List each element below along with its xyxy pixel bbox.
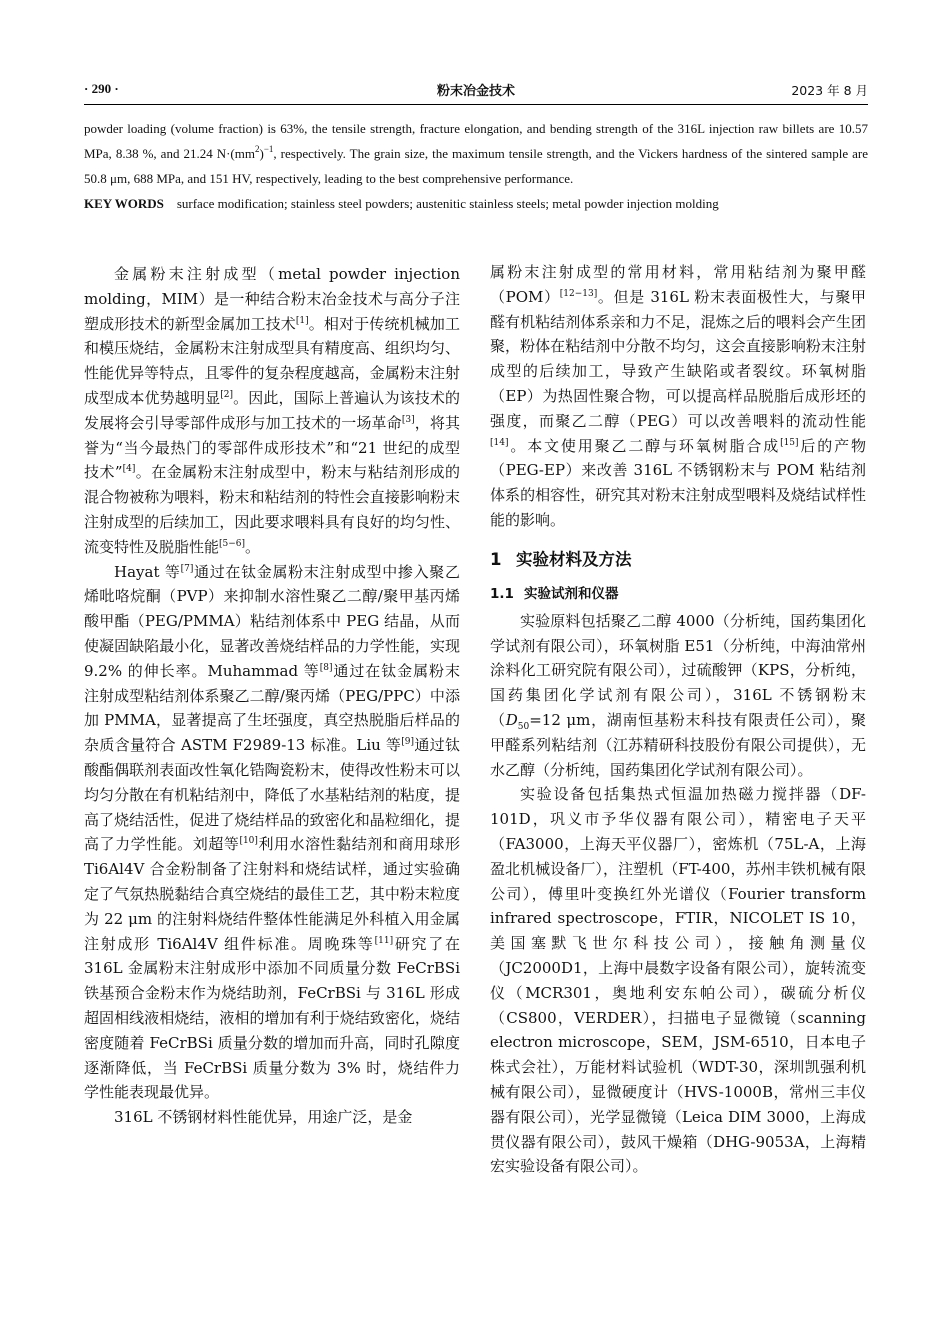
- citation[interactable]: [8]: [319, 662, 333, 673]
- paragraph: Hayat 等[7]通过在钛金属粉末注射成型中掺入聚乙烯吡咯烷酮（PVP）来抑制水溶性聚乙二醇/聚甲基丙烯酸甲酯（PEG/PMMA）粘结剂体系中 PEG 结晶，从而使凝固缺陷最小化，显著改善烧结样品的力学性能，实现 9.2% 的伸长率。Muhammad 等[8]通过在钛金属粉末注射成型粘结剂体系聚乙二醇/聚丙烯（PEG/PPC）中添加 PMMA，显著提高了生坯强度，真空热脱脂后样品的杂质含量符合 ASTM F2989-13 标准。Liu 等[9]通过钛酸酯偶联剂表面改性氧化锆陶瓷粉末，使得改性粉末可以均匀分散在有机粘结剂中，降低了水基粘结剂的粘度，提高了烧结活性，促进了烧结样品的致密化和晶粒细化，提高了力学性能。刘超等[10]利用水溶性黏结剂和商用球形 Ti6Al4V 合金粉制备了注射料和烧结试样，通过实验确定了气氛热脱黏结合真空烧结的最佳工艺，其中粉末粒度为 22 μm 的注射料烧结件整体性能满足外科植入用金属注射成形 Ti6Al4V 组件标准。周晚珠等[11]研究了在 316L 金属粉末注射成形中添加不同质量分数 FeCrBSi 铁基预合金粉末作为烧结助剂，FeCrBSi 与 316L 形成超固相线液相烧结，液相的增加有利于烧结致密化，烧结密度随着 FeCrBSi 质量分数的增加而升高，同时孔隙度逐渐降低，当 FeCrBSi 质量分数为 3% 时，烧结件力学性能表现最优异。: [84, 562, 460, 1102]
- keywords-label: KEY WORDS: [84, 196, 164, 211]
- abstract-text: powder loading (volume fraction) is 63%, the tensile strength, fracture elongation, and bending strength of the 316L injection raw billets are 10.57 MPa, 8.38 %, and 21.24 $N\cdot(mm^2)^{-1}$, respectively. The grain size, the maximum tensile strength, and the Vickers hardness of the sintered sample are 50.8 μm, 688 MPa, and 151 HV, respectively, leading to the best comprehensive performance.: [84, 121, 868, 186]
- page-number: · 290 ·: [84, 81, 119, 96]
- subsection-heading: 1.1 实验试剂和仪器: [490, 585, 619, 602]
- paragraph: 316L 不锈钢材料性能优异，用途广泛，是金: [114, 1108, 413, 1127]
- journal-title: 粉末冶金技术: [436, 84, 515, 99]
- citation[interactable]: [12−13]: [559, 288, 598, 299]
- abstract-block: [84, 116, 868, 216]
- citation[interactable]: [5−6]: [219, 538, 246, 549]
- citation[interactable]: [4]: [122, 464, 136, 475]
- issue-date: 2023 年 8 月: [791, 83, 868, 98]
- running-header: [84, 78, 868, 100]
- citation[interactable]: [2]: [220, 389, 233, 400]
- citation[interactable]: [7]: [180, 563, 194, 574]
- header-rule: [84, 104, 868, 105]
- citation[interactable]: [1]: [295, 315, 309, 326]
- right-column: [490, 260, 866, 1179]
- paragraph: 实验原料包括聚乙二醇 4000（分析纯，国药集团化学试剂有限公司），环氧树脂 E51（分析纯，中海油常州涂料化工研究院有限公司），过硫酸钾（KPS，分析纯，国药集团化学试剂有限公司），316L 不锈钢粉末（$D_{50}=12$ μm，湖南恒基粉末科技有限责任公司），聚甲醛系列粘结剂（江苏精研科技股份有限公司提供），无水乙醇（分析纯，国药集团化学试剂有限公司）。: [490, 611, 866, 779]
- citation[interactable]: [10]: [239, 836, 258, 847]
- keywords: [84, 191, 868, 216]
- citation[interactable]: [3]: [401, 414, 415, 425]
- left-column: [84, 262, 460, 1130]
- citation[interactable]: [15]: [780, 437, 799, 448]
- citation[interactable]: [11]: [374, 935, 394, 946]
- paragraph: 实验设备包括集热式恒温加热磁力搅拌器（DF-101D，巩义市予华仪器有限公司），精密电子天平（FA3000，上海天平仪器厂），密炼机（75L-A，上海盈北机械设备厂），注塑机（FT-400，苏州丰铁机械有限公司），傅里叶变换红外光谱仪（Fourier transform infrared spectroscope，FTIR，NICOLET IS 10，美国塞默飞世尔科技公司），接触角测量仪（JC2000D1，上海中晨数字设备有限公司），旋转流变仪（MCR301，奥地利安东帕公司），碳硫分析仪（CS800，VERDER），扫描电子显微镜（scanning electron microscope，SEM，JSM-6510，日本电子株式会社），万能材料试验机（WDT-30，深圳凯强利机械有限公司），显微硬度计（HVS-1000B，常州三丰仪器有限公司），光学显微镜（Leica DIM 3000，上海成贯仪器有限公司），鼓风干燥箱（DHG-9053A，上海精宏实验设备有限公司）。: [490, 785, 866, 1176]
- paragraph: 金属粉末注射成型（metal powder injection molding，MIM）是一种结合粉末冶金技术与高分子注塑成形技术的新型金属加工技术[1]。相对于传统机械加工和模压烧结，金属粉末注射成型具有精度高、组织均匀、性能优异等特点，且零件的复杂程度越高，金属粉末注射成型成本优势越明显[2]。因此，国际上普遍认为该技术的发展将会引导零部件成形与加工技术的一场革命[3]，将其誉为“当今最热门的零部件成形技术”和“21 世纪的成型技术”[4]。在金属粉末注射成型中，粉末与粘结剂形成的混合物被称为喂料，粉末和粘结剂的特性会直接影响粉末注射成型的后续加工，因此要求喂料具有良好的均匀性、流变特性及脱脂性能[5−6]。: [84, 265, 460, 556]
- paragraph: 属粉末注射成型的常用材料，常用粘结剂为聚甲醛（POM）[12−13]。但是 316L 粉末表面极性大，与聚甲醛有机粘结剂体系亲和力不足，混炼之后的喂料会产生团聚，粉体在粘结剂中分散不均匀，这会直接影响粉末注射成型的后续加工，导致产生缺陷或者裂纹。环氧树脂（EP）为热固性聚合物，可以提高样品脱脂后成形坯的强度，而聚乙二醇（PEG）可以改善喂料的流动性能[14]。本文使用聚乙二醇与环氧树脂合成[15]后的产物（PEG-EP）来改善 316L 不锈钢粉末与 POM 粘结剂体系的相容性，研究其对粉末注射成型喂料及烧结试样性能的影响。: [490, 263, 867, 529]
- keywords-text: surface modification; stainless steel powders; austenitic stainless steels; metal powder injection molding: [176, 196, 719, 211]
- citation[interactable]: [9]: [401, 737, 415, 748]
- citation[interactable]: [14]: [490, 437, 509, 448]
- section-heading: 1 实验材料及方法: [490, 549, 632, 569]
